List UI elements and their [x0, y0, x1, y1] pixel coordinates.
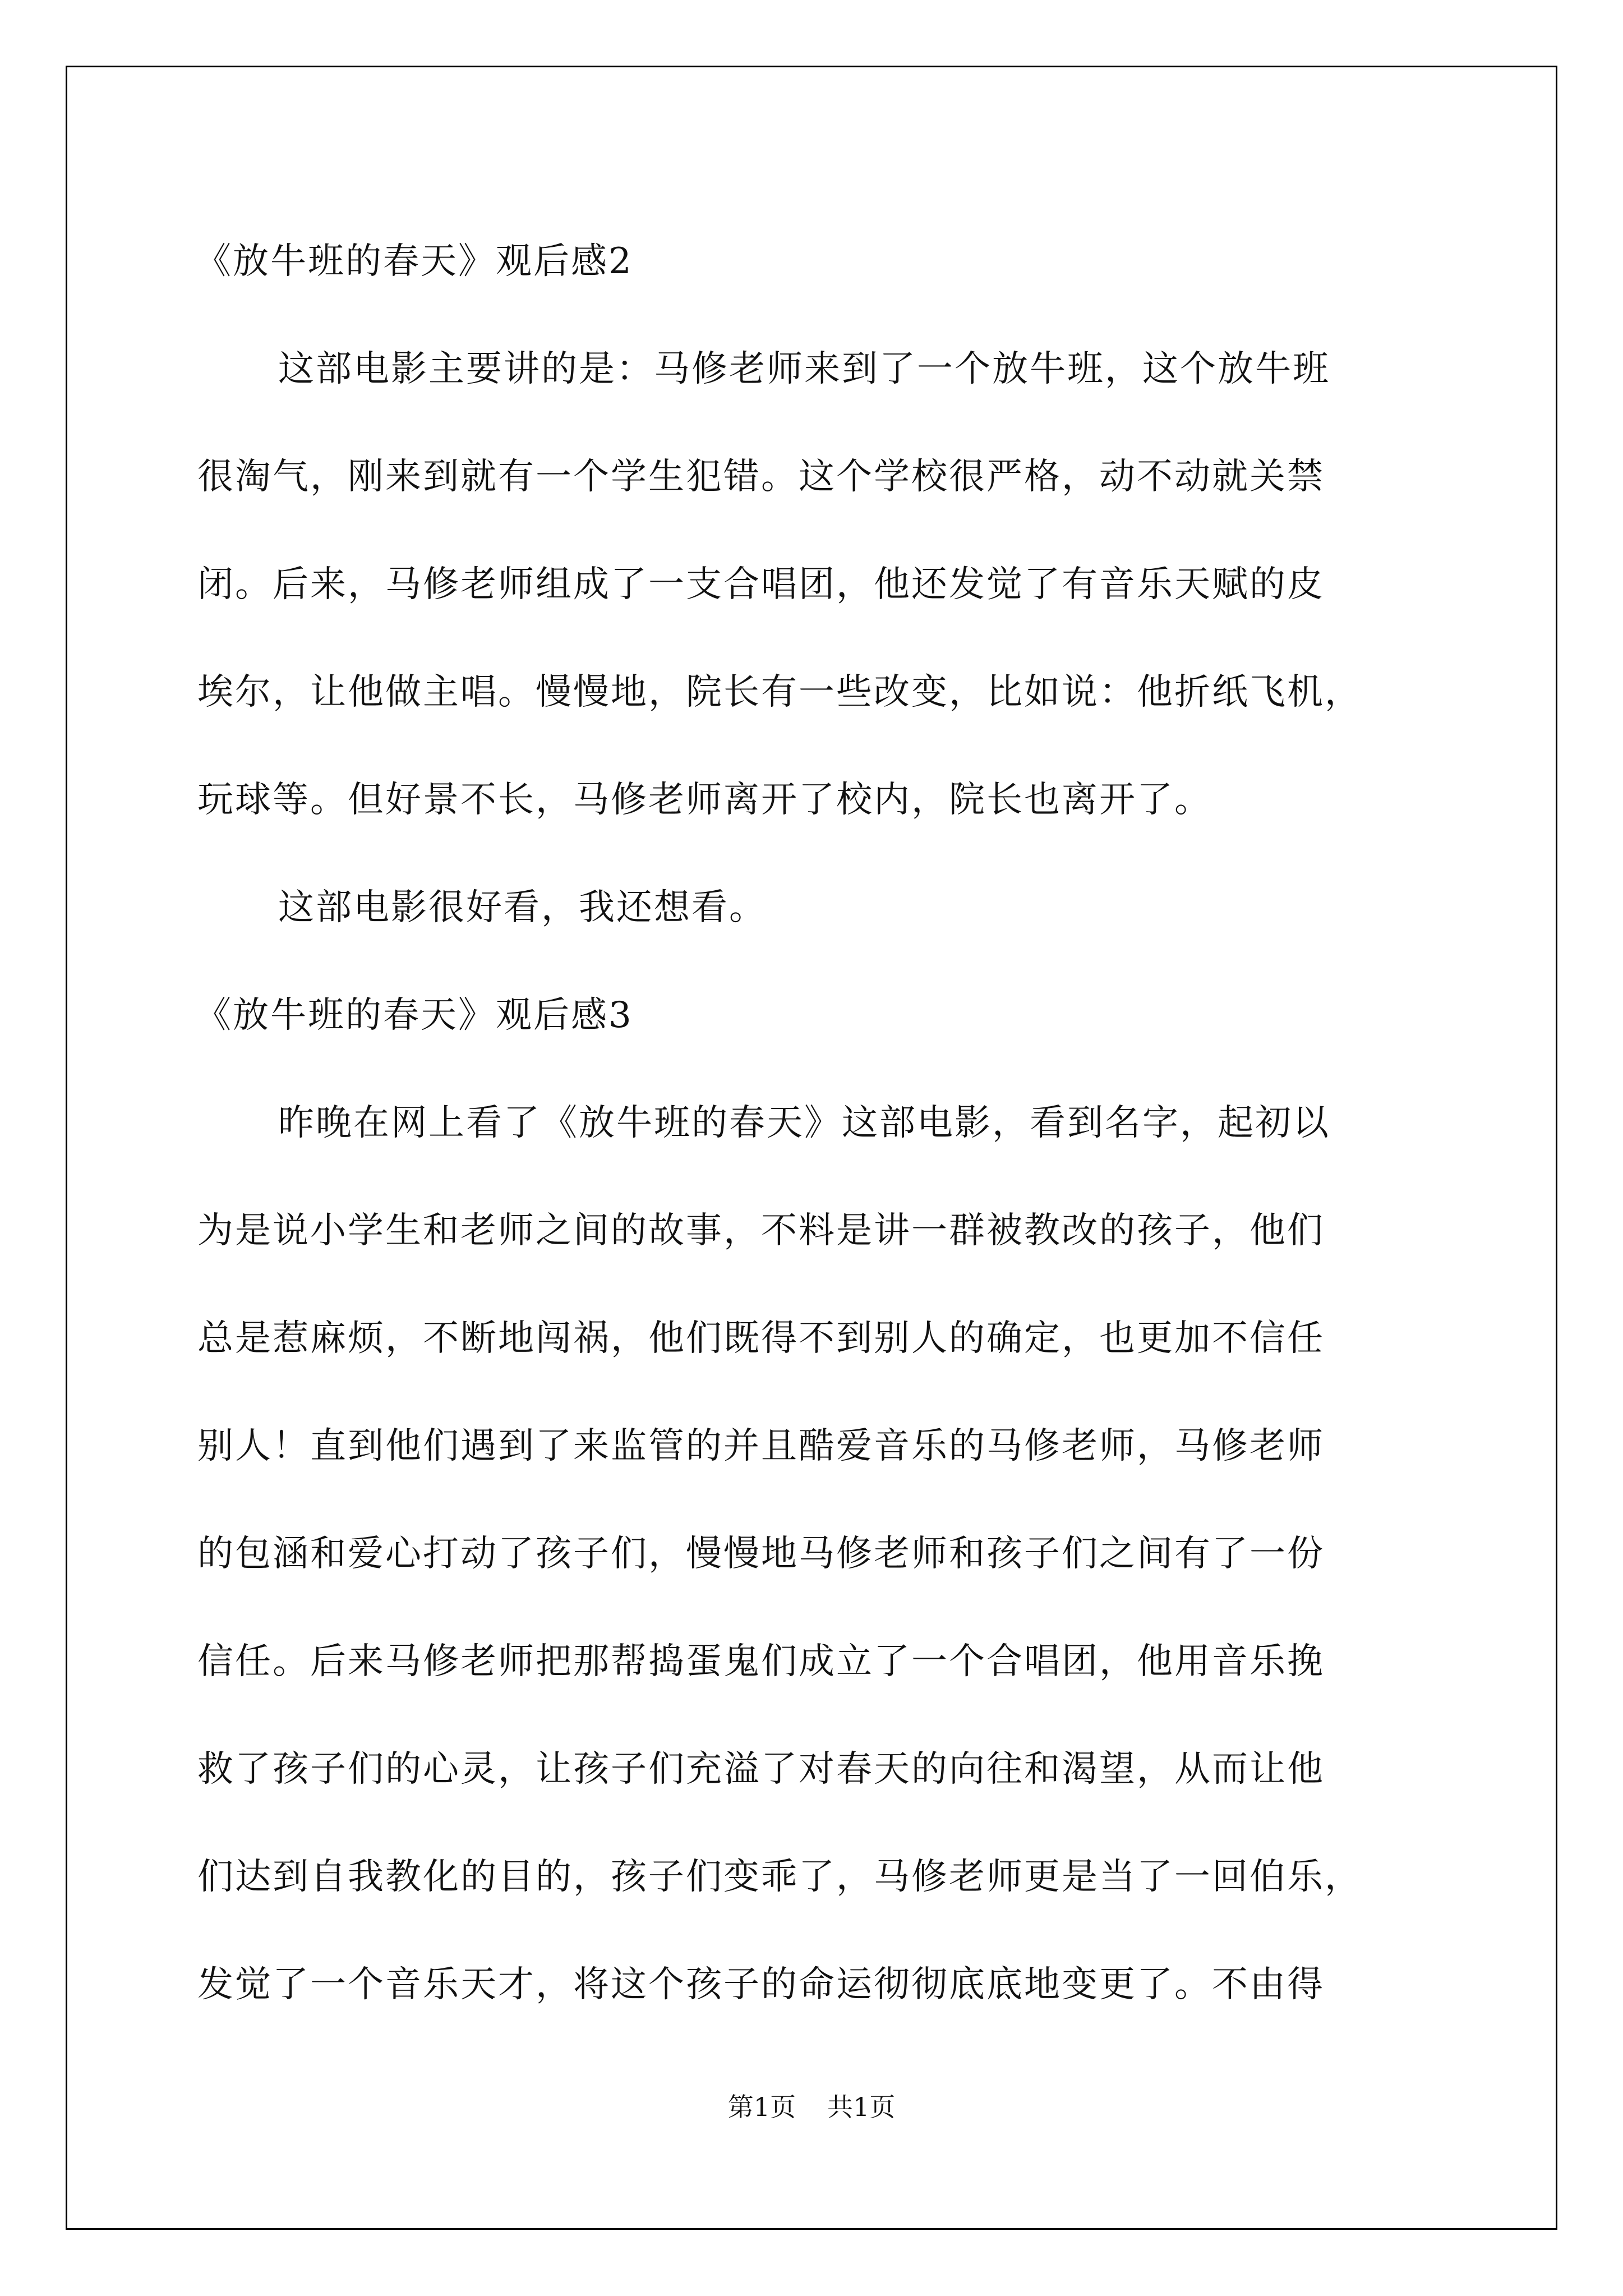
section-3-title: 《放牛班的春天》观后感3: [195, 995, 633, 1036]
section-2-title: 《放牛班的春天》观后感2: [195, 241, 633, 282]
text-line: 们达到自我教化的目的，孩子们变乖了，马修老师更是当了一回伯乐，: [197, 1856, 1362, 1898]
text-line: 发觉了一个音乐天才，将这个孩子的命运彻彻底底地变更了。不由得: [197, 1964, 1325, 2005]
text-line: 这部电影主要讲的是：马修老师来到了一个放牛班，这个放牛班: [278, 348, 1330, 390]
text-line: 为是说小学生和老师之间的故事，不料是讲一群被教改的孩子，他们: [197, 1210, 1325, 1251]
section-2-paragraph-1: [197, 315, 1437, 854]
text-line: 昨晚在网上看了《放牛班的春天》这部电影，看到名字，起初以: [278, 1102, 1330, 1144]
text-line: 别人！直到他们遇到了来监管的并且酷爱音乐的马修老师，马修老师: [197, 1425, 1325, 1467]
page-total: 共1页: [827, 2092, 896, 2122]
section-3-paragraph-1: [197, 1069, 1437, 2039]
section-2-paragraph-2: 这部电影很好看，我还想看。: [278, 887, 767, 928]
text-line: 埃尔，让他做主唱。慢慢地，院长有一些改变，比如说：他折纸飞机，: [197, 671, 1362, 713]
text-line: 玩球等。但好景不长，马修老师离开了校内，院长也离开了。: [197, 779, 1212, 821]
text-line: 总是惹麻烦，不断地闯祸，他们既得不到别人的确定，也更加不信任: [197, 1318, 1325, 1359]
text-line: 很淘气，刚来到就有一个学生犯错。这个学校很严格，动不动就关禁: [197, 456, 1325, 498]
text-line: 闭。后来，马修老师组成了一支合唱团，他还发觉了有音乐天赋的皮: [197, 564, 1325, 605]
text-line: 的包涵和爱心打动了孩子们，慢慢地马修老师和孩子们之间有了一份: [197, 1533, 1325, 1575]
document-body: [197, 208, 1437, 2039]
text-line: 信任。后来马修老师把那帮捣蛋鬼们成立了一个合唱团，他用音乐挽: [197, 1641, 1325, 1682]
text-line: 救了孩子们的心灵，让孩子们充溢了对春天的向往和渴望，从而让他: [197, 1749, 1325, 1790]
page-number: 第1页: [727, 2092, 796, 2122]
page-footer: [0, 2087, 1623, 2124]
